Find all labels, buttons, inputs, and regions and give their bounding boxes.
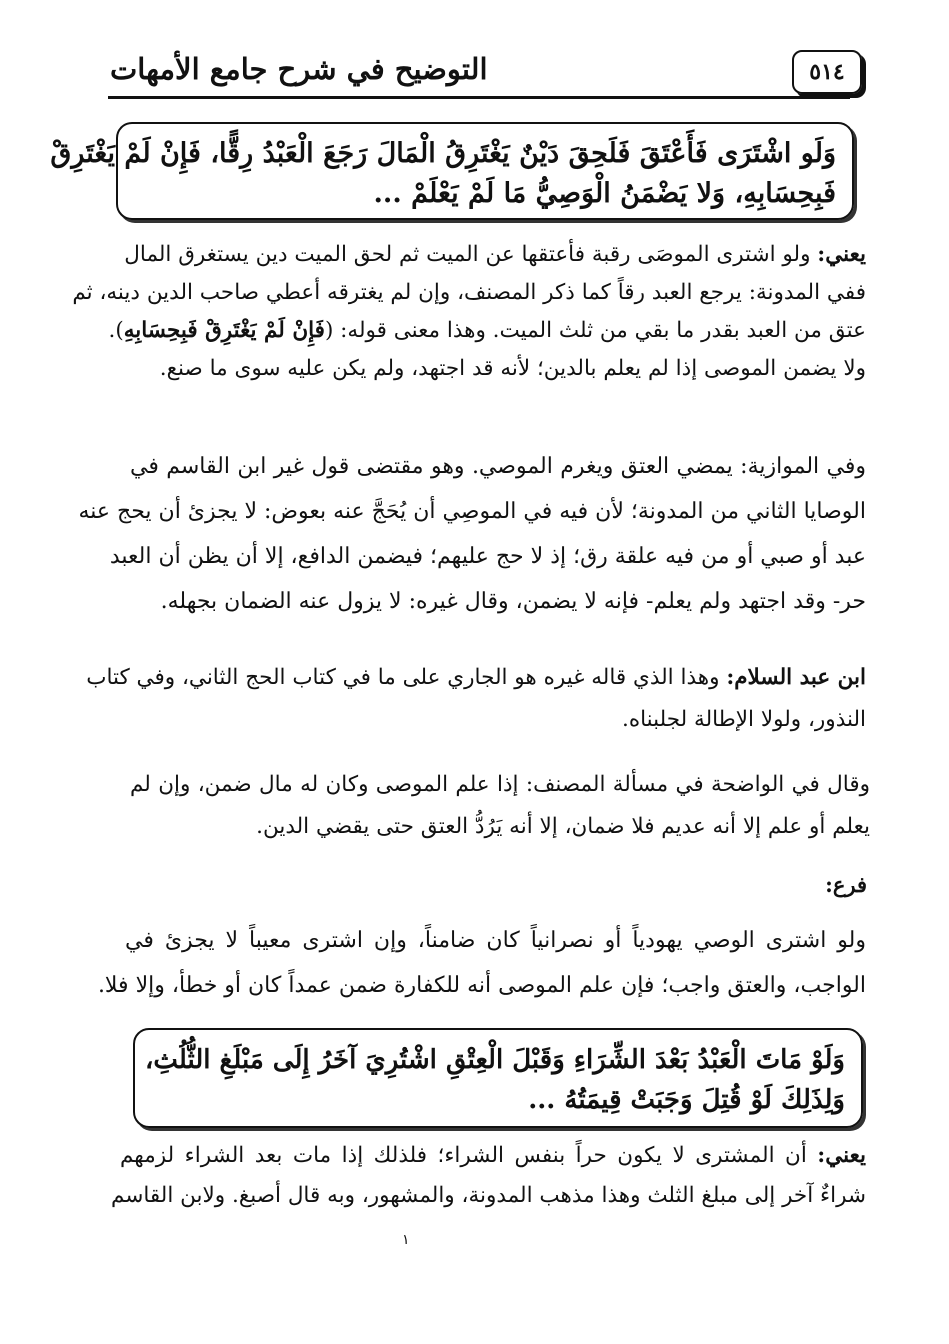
text-line: الواجب، والعتق واجب؛ فإن علم الموصى أنه للكفارة ضمن عمداً كان أو خطأ، وإلا فلا.	[97, 973, 866, 998]
text-line: يعني: أن المشترى لا يكون حراً بنفس الشراء؛ فلذلك إذا مات بعد الشراء لزمهم	[120, 1143, 866, 1168]
cited-author: ابن عبد السلام:	[726, 665, 866, 690]
text-line: ابن عبد السلام: وهذا الذي قاله غيره هو الجاري على ما في كتاب الحج الثاني، وفي كتاب	[86, 665, 866, 690]
section-heading-branch: فرع:	[825, 872, 867, 897]
commentary-paragraph-5	[97, 918, 866, 1008]
page-number: ٥١٤	[809, 59, 845, 85]
text-line: شراءٌ آخر إلى مبلغ الثلث وهذا مذهب المدونة، والمشهور، وبه قال أصبغ. ولابن القاسم	[111, 1183, 866, 1208]
text-line: وفي الموازية: يمضي العتق ويغرم الموصي. وهو مقتضى قول غير ابن القاسم في	[130, 454, 866, 479]
matn-line: وَلِذَلِكَ لَوْ قُتِلَ وَجَبَتْ قِيمَتُهُ ...	[528, 1085, 845, 1115]
commentary-paragraph-6	[111, 1136, 866, 1216]
page-header	[100, 46, 872, 96]
text-line: ولا يضمن الموصى إذا لم يعلم بالدين؛ لأنه قد اجتهد، ولم يكن عليه سوى ما صنع.	[159, 356, 866, 381]
lead-word: يعني:	[817, 242, 866, 267]
matn-box-2	[133, 1028, 863, 1128]
matn-quote: فَإِنْ لَمْ يَغْتَرِقْ فَبِحِسَابِهِ	[123, 318, 325, 343]
footnote-marker: ١	[402, 1232, 410, 1248]
page-number-box	[792, 50, 862, 94]
lead-word: يعني:	[817, 1143, 866, 1168]
text-line: حر- وقد اجتهد ولم يعلم- فإنه لا يضمن، وقال غيره: لا يزول عنه الضمان بجهله.	[160, 589, 866, 614]
running-title: التوضيح في شرح جامع الأمهات	[110, 52, 488, 86]
commentary-paragraph-3	[86, 657, 866, 741]
matn-box-1	[50, 122, 854, 220]
text-line: وقال في الواضحة في مسألة المصنف: إذا علم الموصى وكان له مال ضمن، وإن لم	[130, 772, 870, 797]
text-line: ولو اشترى الوصي يهودياً أو نصرانياً كان ضامناً، وإن اشترى معيباً لا يجزئ في	[125, 928, 866, 953]
header-divider	[108, 96, 850, 99]
text-line: يعلم أو علم إلا أنه عديم فلا ضمان، إلا أنه يَرُدُّ العتق حتى يقضي الدين.	[256, 814, 870, 839]
text-line: يعني: ولو اشترى الموصَى رقبة فأعتقها عن الميت ثم لحق الميت دين يستغرق المال	[124, 242, 866, 267]
commentary-paragraph-4	[130, 764, 870, 848]
text-line: الوصايا الثاني من المدونة؛ لأن فيه في الموصِي أن يُحَجَّ عنه بعوض: لا يجزئ أن يحج عنه	[78, 499, 866, 524]
commentary-paragraph-1	[72, 236, 866, 388]
text-line: النذور، ولولا الإطالة لجلبناه.	[622, 707, 866, 732]
matn-line: وَلَوْ مَاتَ الْعَبْدُ بَعْدَ الشِّرَاءِ وَقَبْلَ الْعِتْقِ اشْتُرِيَ آخَرُ إِلَى مَبْلَغِ الثُّلُثِ،	[144, 1045, 845, 1075]
text-line: ففي المدونة: يرجع العبد رقاً كما ذكر المصنف، وإن لم يغترقه أعطي صاحب الدين دينه، ثم	[72, 280, 866, 305]
text-line: عتق من العبد بقدر ما بقي من ثلث الميت. وهذا معنى قوله: (فَإِنْ لَمْ يَغْتَرِقْ فَبِحِسَابِهِ).	[108, 318, 866, 343]
matn-line: وَلَو اشْتَرَى فَأَعْتَقَ فَلَحِقَ دَيْنٌ يَغْتَرِقُ الْمَالَ رَجَعَ الْعَبْدُ رِقًّا، فَإِنْ لَمْ يَغْتَرِقْ	[50, 138, 836, 169]
commentary-paragraph-2	[78, 444, 866, 624]
matn-line: فَبِحِسَابِهِ، وَلا يَضْمَنُ الْوَصِيُّ مَا لَمْ يَعْلَمْ ...	[373, 178, 836, 209]
text-line: عبد أو صبي أو من فيه علقة رق؛ إذ لا حج عليهم؛ فيضمن الدافع، إلا أن يظن أن العبد	[109, 544, 866, 569]
